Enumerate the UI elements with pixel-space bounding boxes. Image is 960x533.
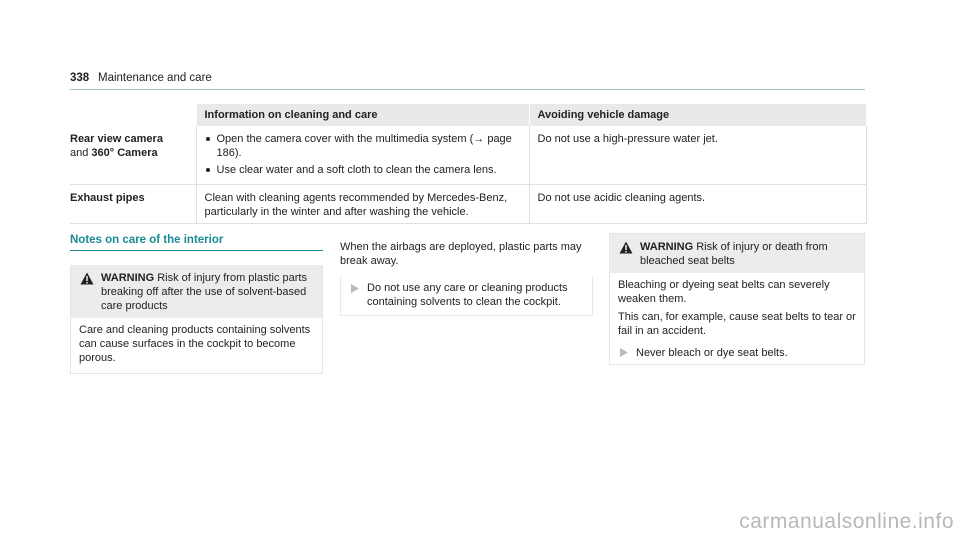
warning-label: WARNING bbox=[640, 241, 694, 253]
warning-body-text: Bleaching or dyeing seat belts can severely weaken them. bbox=[618, 279, 830, 305]
item-name-2: 360° Camera bbox=[91, 147, 158, 159]
table-header-info: Information on cleaning and care bbox=[196, 104, 529, 126]
bullet-icon bbox=[206, 137, 210, 141]
page-number: 338 bbox=[70, 72, 90, 84]
section-title: Maintenance and care bbox=[98, 72, 212, 84]
warning-box bbox=[70, 265, 323, 374]
airbag-text: When the airbags are deployed, plastic parts may break away. bbox=[340, 241, 582, 267]
item-name: Rear view camera bbox=[70, 133, 163, 145]
warning-triangle-icon bbox=[80, 272, 94, 285]
warning-triangle-icon bbox=[619, 241, 633, 254]
warning-body-text: Care and cleaning products containing solvents can cause surfaces in the cockpit to become porous. bbox=[79, 324, 311, 364]
page-header bbox=[70, 71, 865, 90]
section-heading: Notes on care of the interior bbox=[70, 233, 323, 251]
warning-text: Risk of injury or death from bleached seat belts bbox=[640, 241, 828, 267]
warning-body-text: This can, for example, cause seat belts to tear or fail in an accident. bbox=[618, 311, 856, 337]
action-line bbox=[618, 346, 856, 360]
table-header-row bbox=[70, 104, 866, 126]
seatbelt-warning-section bbox=[609, 233, 865, 365]
action-arrow-icon bbox=[620, 348, 628, 357]
table-cell-avoid: Do not use acidic cleaning agents. bbox=[529, 185, 866, 224]
action-text: Do not use any care or cleaning products containing solvents to clean the cockpit. bbox=[367, 282, 568, 308]
table-row bbox=[70, 185, 866, 224]
bullet-text: Use clear water and a soft cloth to clean the camera lens. bbox=[216, 164, 497, 176]
warning-label: WARNING bbox=[101, 272, 155, 284]
airbag-note-section bbox=[340, 240, 593, 316]
warning-body bbox=[71, 318, 322, 373]
list-item bbox=[205, 163, 525, 177]
interior-care-section bbox=[70, 233, 323, 374]
warning-body bbox=[610, 273, 864, 364]
table-cell-item bbox=[70, 126, 196, 185]
bullet-text: Open the camera cover with the multimedia system (→ page 186). bbox=[216, 133, 512, 159]
warning-header bbox=[71, 265, 322, 318]
care-bullet-list bbox=[205, 132, 525, 177]
bullet-icon bbox=[206, 168, 210, 172]
table-cell-avoid: Do not use a high-pressure water jet. bbox=[529, 126, 866, 185]
table-header-item bbox=[70, 104, 196, 126]
cleaning-table bbox=[70, 104, 867, 224]
table-header-avoid: Avoiding vehicle damage bbox=[529, 104, 866, 126]
table-cell-item: Exhaust pipes bbox=[70, 185, 196, 224]
table-cell-care bbox=[196, 126, 529, 185]
action-text: Never bleach or dye seat belts. bbox=[636, 347, 788, 359]
item-and: and bbox=[70, 147, 92, 159]
action-box bbox=[340, 276, 593, 316]
table-cell-care: Clean with cleaning agents recommended by Mercedes-Benz, particularly in the winter and after washing the vehicle. bbox=[196, 185, 529, 224]
table-row bbox=[70, 126, 866, 185]
warning-header bbox=[610, 234, 864, 273]
warning-text: Risk of injury from plastic parts breaking off after the use of solvent-based care products bbox=[101, 272, 307, 312]
warning-box bbox=[609, 233, 865, 365]
action-arrow-icon bbox=[351, 284, 359, 293]
list-item bbox=[205, 132, 525, 160]
item-name-line2 bbox=[70, 146, 192, 160]
watermark: carmanualsonline.info bbox=[739, 510, 954, 533]
